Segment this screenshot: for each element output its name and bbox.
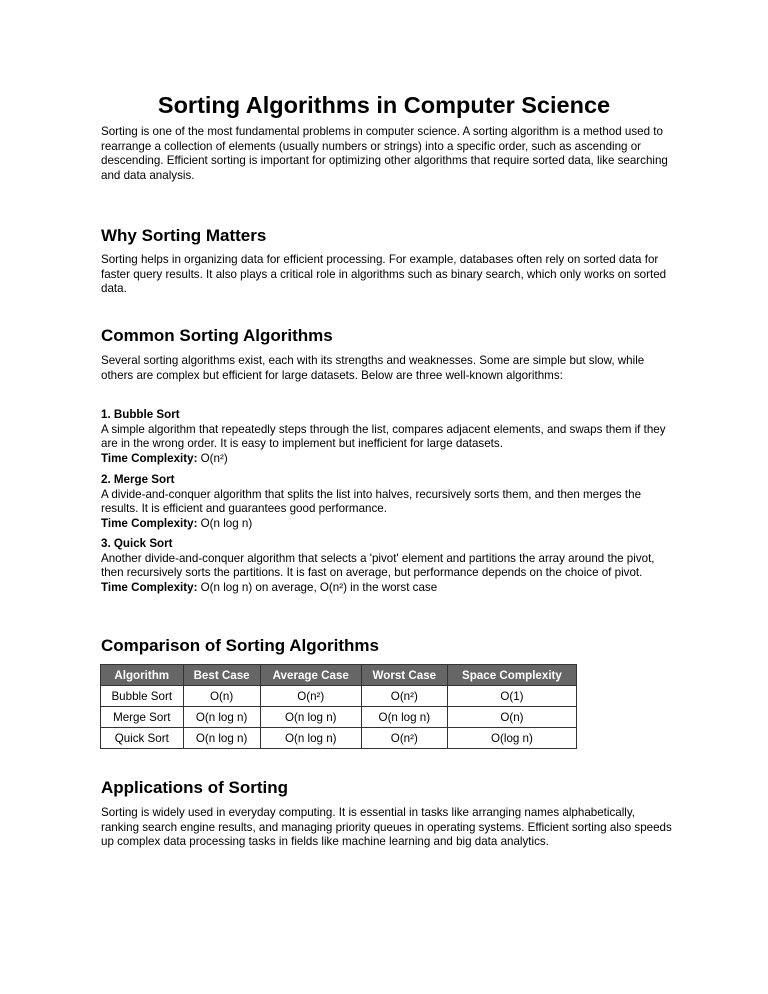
tc-label: Time Complexity:: [101, 451, 198, 465]
table-row: [101, 707, 577, 728]
intro-paragraph: Sorting is one of the most fundamental problems in computer science. A sorting algorithm is a method used to rearrange a collection of elements (usually numbers or strings) into a specific order, such as ascending or descending. Efficient sorting is important for optimizing other algorithms that require sorted data, like searching and data analysis.: [101, 125, 668, 182]
algo-bubble: [101, 408, 676, 466]
col-header: Worst Case: [361, 665, 447, 686]
tc-value: O(n log n) on average, O(n²) in the worst case: [197, 580, 438, 594]
table-cell: O(n log n): [183, 728, 260, 749]
tc-value: O(n²): [197, 451, 228, 465]
heading-why: Why Sorting Matters: [101, 226, 267, 245]
col-header: Best Case: [183, 665, 260, 686]
heading-comparison: Comparison of Sorting Algorithms: [101, 636, 379, 655]
table-cell: O(n): [447, 707, 576, 728]
algo-merge: [101, 473, 676, 531]
algo-desc: Another divide-and-conquer algorithm that selects a 'pivot' element and partitions the array around the pivot, then recursively sorts the partitions. It is fast on average, but performance depends on the choice of pivot.: [101, 551, 655, 580]
tc-value: O(n log n): [197, 516, 253, 530]
col-header: Average Case: [260, 665, 361, 686]
comparison-table: [100, 664, 577, 749]
col-header: Space Complexity: [447, 665, 576, 686]
heading-common: Common Sorting Algorithms: [101, 326, 333, 345]
table-cell: O(1): [447, 686, 576, 707]
table-cell: O(n²): [260, 686, 361, 707]
table-cell: Merge Sort: [101, 707, 184, 728]
table-cell: O(log n): [447, 728, 576, 749]
table-row: [101, 686, 577, 707]
applications-paragraph: Sorting is widely used in everyday computing. It is essential in tasks like arranging names alphabetically, ranking search engine results, and managing priority queues in operating systems. Efficient sorting also speeds up complex data processing tasks in fields like machine learning and big data analytics.: [101, 806, 672, 849]
col-header: Algorithm: [101, 665, 184, 686]
common-paragraph: Several sorting algorithms exist, each with its strengths and weaknesses. Some are simple but slow, while others are complex but efficient for large datasets. Below are three well-known algorithms:: [101, 354, 645, 382]
table-cell: O(n log n): [260, 728, 361, 749]
table-cell: O(n²): [361, 728, 447, 749]
algo-name: 3. Quick Sort: [101, 537, 173, 550]
tc-label: Time Complexity:: [101, 580, 198, 594]
algo-desc: A simple algorithm that repeatedly steps through the list, compares adjacent elements, and swaps them if they are in the wrong order. It is easy to implement but inefficient for large datasets.: [101, 422, 666, 451]
table-cell: Quick Sort: [101, 728, 184, 749]
algo-quick: [101, 537, 676, 595]
table-cell: O(n log n): [361, 707, 447, 728]
page-title: Sorting Algorithms in Computer Science: [157, 92, 611, 118]
table-cell: O(n²): [361, 686, 447, 707]
table-cell: Bubble Sort: [101, 686, 184, 707]
heading-applications: Applications of Sorting: [101, 778, 288, 797]
table-row: [101, 728, 577, 749]
why-paragraph: Sorting helps in organizing data for efficient processing. For example, databases often rely on sorted data for faster query results. It also plays a critical role in algorithms such as binary search, which only works on sorted data.: [101, 253, 667, 296]
table-cell: O(n): [183, 686, 260, 707]
tc-label: Time Complexity:: [101, 516, 198, 530]
table-header-row: [101, 665, 577, 686]
algo-name: 1. Bubble Sort: [101, 408, 180, 421]
algo-desc: A divide-and-conquer algorithm that splits the list into halves, recursively sorts them, and then merges the results. It is efficient and guarantees good performance.: [101, 487, 642, 516]
algo-name: 2. Merge Sort: [101, 473, 175, 486]
table-cell: O(n log n): [260, 707, 361, 728]
table-cell: O(n log n): [183, 707, 260, 728]
